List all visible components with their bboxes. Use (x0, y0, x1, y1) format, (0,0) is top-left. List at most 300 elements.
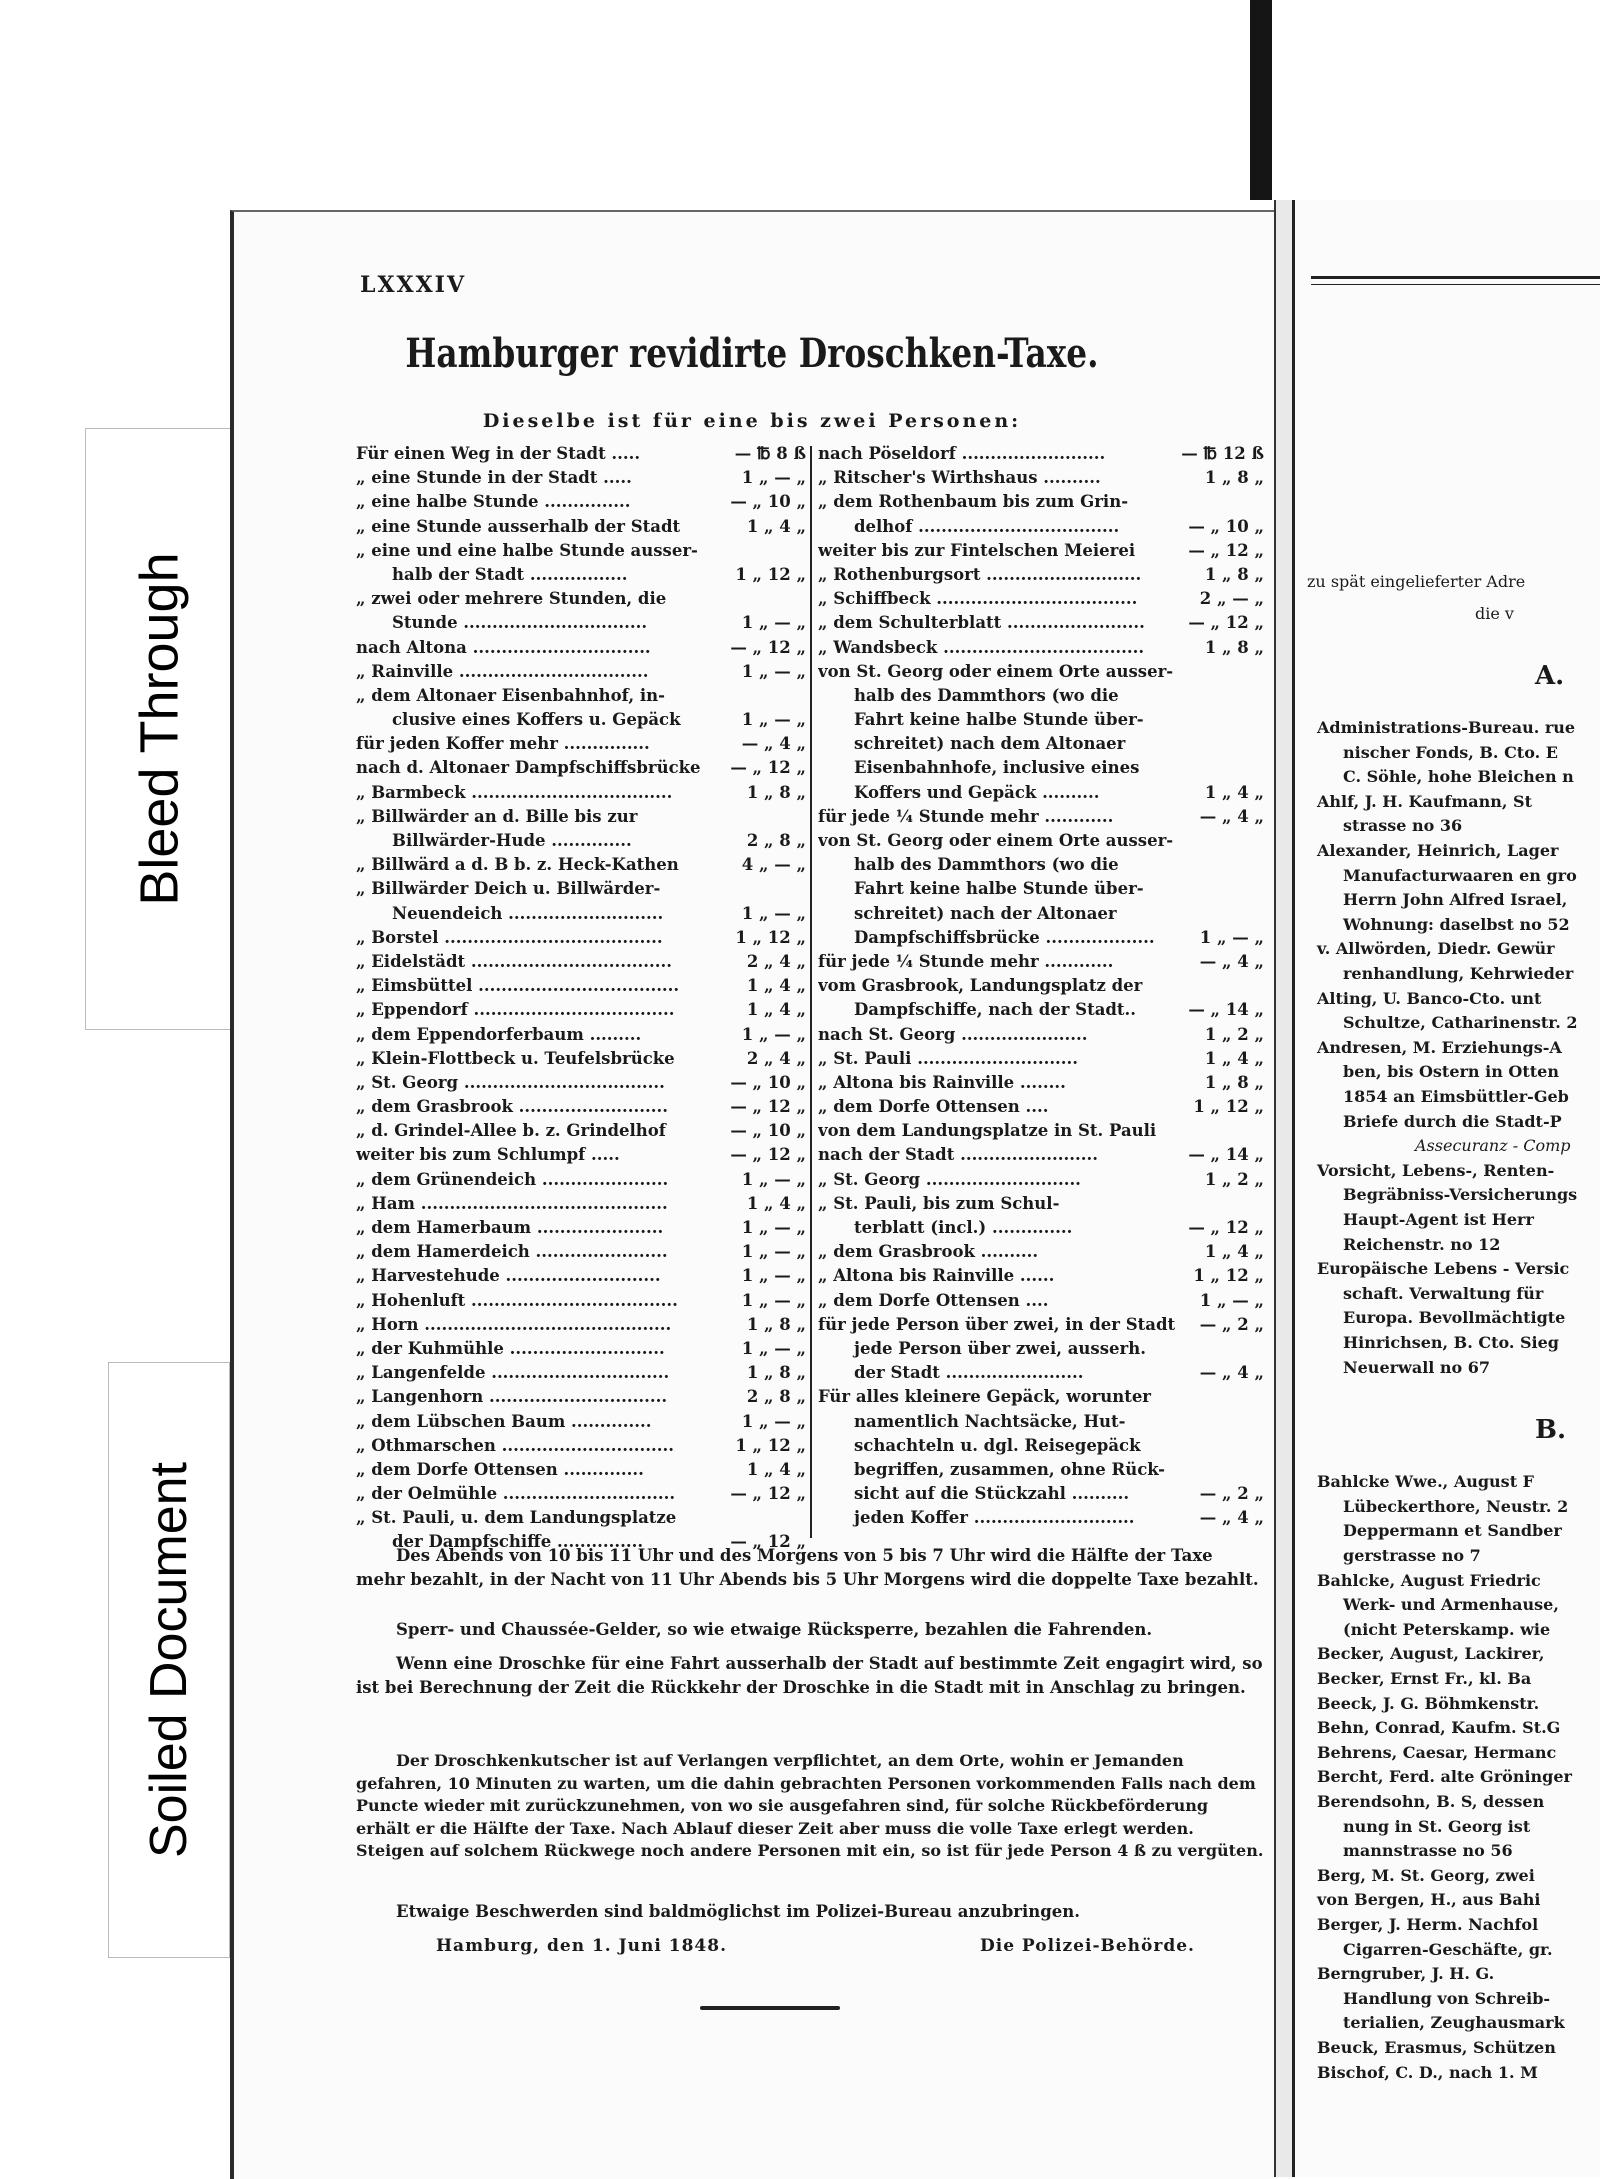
fare-row (818, 781, 1264, 805)
fare-destination: „ dem Dorfe Ottensen .... (818, 1097, 1049, 1117)
paragraph-complaints: Etwaige Beschwerden sind baldmöglichst im Polizei-Bureau anzubringen. (396, 1902, 1081, 1921)
fare-row (356, 708, 806, 732)
page-subtitle: Dieselbe ist für eine bis zwei Personen: (482, 410, 1022, 432)
directory-line: 1854 an Eimsbüttler-Geb (1343, 1087, 1569, 1106)
fare-destination: für jede ¼ Stunde mehr ............ (818, 951, 1114, 971)
fare-row (356, 1482, 806, 1506)
directory-line: Manufacturwaaren en gro (1343, 865, 1577, 885)
fare-destination: „ St. Pauli ............................ (818, 1048, 1079, 1068)
fare-row (818, 877, 1264, 901)
fare-destination: „ Langenhorn ............................... (356, 1387, 668, 1407)
fare-destination: „ eine Stunde ausserhalb der Stadt (356, 516, 681, 536)
fare-destination: „ dem Rothenbaum bis zum Grin- (818, 492, 1129, 512)
fare-destination: „ der Kuhmühle ........................... (356, 1338, 665, 1358)
fare-row (818, 539, 1264, 563)
column-divider (810, 446, 812, 1538)
fare-destination: vom Grasbrook, Landungsplatz der (818, 976, 1143, 996)
fare-row (818, 1289, 1264, 1313)
fare-price (1258, 1385, 1264, 1409)
fare-destination: weiter bis zum Schlumpf ..... (356, 1145, 620, 1165)
fare-destination: „ eine Stunde in der Stadt ..... (356, 468, 632, 488)
fare-row (356, 1168, 806, 1192)
binding-strip (1250, 0, 1272, 200)
fare-price: 2 „ 4 „ (746, 951, 806, 971)
fare-row (356, 926, 806, 950)
fare-price: 1 „ 8 „ (746, 782, 806, 802)
directory-line: gerstrasse no 7 (1343, 1546, 1481, 1565)
fare-destination: „ Barmbeck ................................... (356, 782, 673, 802)
fare-price: — „ 12 „ (730, 1145, 806, 1165)
fare-price: — „ 12 „ (730, 1532, 806, 1552)
directory-line: Administrations-Bureau. rue (1317, 718, 1576, 737)
fare-row (818, 1095, 1264, 1119)
fare-row (356, 1240, 806, 1264)
directory-line: Herrn John Alfred Israel, (1343, 890, 1568, 910)
fare-destination: jeden Koffer ............................ (854, 1508, 1135, 1528)
fare-price (1258, 1434, 1264, 1458)
fare-row (818, 611, 1264, 635)
fare-destination: halb des Dammthors (wo die (854, 855, 1119, 875)
fare-row (818, 1410, 1264, 1434)
fare-row (356, 853, 806, 877)
fare-row (356, 756, 806, 780)
fare-price (1258, 829, 1264, 853)
fare-destination: jede Person über zwei, ausserh. (854, 1338, 1146, 1358)
directory-line: Berngruber, J. H. G. (1317, 1964, 1495, 1984)
fare-price: 1 „ 12 „ (735, 564, 806, 584)
fare-price: — „ 4 „ (1199, 951, 1264, 971)
fare-destination: „ Billwärd a d. B b. z. Heck-Kathen (356, 855, 679, 875)
fare-price: 1 „ 4 „ (1204, 1242, 1264, 1262)
fare-row (356, 1192, 806, 1216)
fare-row (356, 805, 806, 829)
fare-price: — „ 10 „ (730, 1121, 806, 1141)
fare-row (356, 1289, 806, 1313)
fare-destination: „ Ham ........................................... (356, 1193, 668, 1213)
fare-price: 2 „ 8 „ (746, 831, 806, 850)
directory-line: Bahlcke Wwe., August F (1317, 1472, 1535, 1492)
fare-row (356, 1361, 806, 1385)
directory-line: ben, bis Ostern in Otten (1343, 1062, 1559, 1082)
fare-row (818, 636, 1264, 660)
fare-price: — „ 12 „ (1188, 613, 1264, 633)
directory-letter-heading: B. (1535, 1415, 1567, 1446)
fare-row (818, 756, 1264, 780)
fare-row (818, 1482, 1264, 1506)
directory-line: Handlung von Schreib- (1343, 1988, 1551, 2008)
fare-destination: Billwärder-Hude .............. (392, 831, 632, 850)
fare-row (356, 1410, 806, 1434)
directory-line: Becker, August, Lackirer, (1317, 1644, 1545, 1664)
fare-price: 1 „ — „ (741, 710, 806, 730)
fare-destination: „ Rainville ................................. (356, 661, 649, 681)
fare-price: 1 „ — „ (741, 468, 806, 488)
ornamental-rule (700, 2006, 840, 2010)
fare-destination: für jede ¼ Stunde mehr ............ (818, 806, 1114, 826)
fare-price: 1 „ 4 „ (746, 1000, 806, 1020)
fare-destination: „ dem Altonaer Eisenbahnhof, in- (356, 685, 665, 705)
place-date: Hamburg, den 1. Juni 1848. (436, 1936, 728, 1956)
fare-price: 1 „ — „ (1199, 927, 1264, 947)
fare-destination: „ Altona bis Rainville ...... (818, 1266, 1055, 1286)
fare-destination: Koffers und Gepäck .......... (854, 782, 1100, 802)
directory-line: Briefe durch die Stadt-P (1343, 1111, 1562, 1131)
fare-row (818, 660, 1264, 684)
fare-destination: halb der Stadt ................. (392, 564, 628, 584)
fare-destination: namentlich Nachtsäcke, Hut- (854, 1411, 1126, 1431)
fare-price (800, 539, 806, 563)
paragraph-tolls: Sperr- und Chaussée-Gelder, so wie etwaige Rücksperre, bezahlen die Fahrenden. (396, 1620, 1153, 1639)
fare-row (818, 1047, 1264, 1071)
fare-row (818, 732, 1264, 756)
fare-row (818, 902, 1264, 926)
fare-row (356, 1458, 806, 1482)
directory-line: Europäische Lebens - Versic (1317, 1259, 1570, 1279)
directory-line: Deppermann et Sandber (1343, 1521, 1562, 1541)
fare-price: 1 „ 8 „ (1204, 564, 1264, 584)
fare-destination: „ dem Eppendorferbaum ......... (356, 1024, 642, 1044)
fare-row (818, 1337, 1264, 1361)
directory-line: nung in St. Georg ist (1343, 1816, 1531, 1836)
issuing-authority: Die Polizei-Behörde. (980, 1936, 1195, 1956)
fare-destination: „ Horn ........................................... (356, 1314, 672, 1334)
directory-line: Berger, J. Herm. Nachfol (1317, 1915, 1539, 1934)
fare-price (1258, 1337, 1264, 1361)
fare-price (800, 587, 806, 611)
fare-price: — „ 4 „ (741, 734, 806, 754)
fare-row (356, 515, 806, 539)
fare-price: — „ 14 „ (1188, 1145, 1264, 1165)
fare-price: 1 „ 4 „ (1204, 1048, 1264, 1068)
fare-destination: „ Harvestehude ........................... (356, 1266, 661, 1286)
fare-price (1258, 684, 1264, 708)
fare-price: — „ 12 „ (1188, 540, 1264, 560)
fare-row (356, 877, 806, 901)
fare-destination: „ der Oelmühle .............................. (356, 1484, 676, 1504)
fare-row (356, 1264, 806, 1288)
fare-destination: „ dem Grünendeich ...................... (356, 1169, 669, 1189)
fare-price (1258, 877, 1264, 901)
directory-line: Cigarren-Geschäfte, gr. (1343, 1939, 1553, 1959)
fare-price: — „ 2 „ (1199, 1484, 1264, 1504)
fare-destination: Dampfschiffsbrücke ................... (854, 927, 1155, 947)
fare-row (356, 1385, 806, 1409)
fare-row (818, 1023, 1264, 1047)
fare-row (356, 1047, 806, 1071)
fare-row (356, 974, 806, 998)
directory-line: Beuck, Erasmus, Schützen (1317, 2038, 1556, 2057)
fare-row (818, 515, 1264, 539)
directory-line: Alexander, Heinrich, Lager (1317, 841, 1559, 860)
fare-destination: Neuendeich ........................... (392, 903, 664, 923)
fare-destination: Für alles kleinere Gepäck, worunter (818, 1387, 1152, 1407)
fare-row (356, 781, 806, 805)
fare-row (818, 1458, 1264, 1482)
fare-row (818, 1143, 1264, 1167)
fare-row (356, 442, 806, 466)
fare-destination: „ eine halbe Stunde ............... (356, 492, 631, 512)
fare-destination: „ Eimsbüttel ................................... (356, 976, 680, 996)
directory-line: die v (1475, 604, 1514, 623)
fare-row (356, 1337, 806, 1361)
directory-line: Bischof, C. D., nach 1. M (1317, 2062, 1538, 2082)
fare-destination: „ zwei oder mehrere Stunden, die (356, 589, 667, 609)
fare-row (818, 587, 1264, 611)
fare-destination: nach d. Altonaer Dampfschiffsbrücke (356, 758, 701, 778)
directory-line: Bercht, Ferd. alte Gröninger (1317, 1767, 1572, 1787)
fare-price (800, 877, 806, 901)
directory-line: nischer Fonds, B. Cto. E (1343, 742, 1558, 762)
directory-line: Haupt-Agent ist Herr (1343, 1210, 1534, 1229)
page-number: LXXXIV (360, 272, 467, 298)
fare-price: 1 „ — „ (741, 1218, 806, 1237)
fare-row (818, 805, 1264, 829)
fare-row (356, 732, 806, 756)
directory-line: Alting, U. Banco-Cto. unt (1317, 988, 1542, 1008)
directory-line: Lübeckerthore, Neustr. 2 (1343, 1496, 1569, 1516)
fare-destination: „ dem Grasbrook .......................... (356, 1097, 669, 1117)
fare-price (1258, 1192, 1264, 1216)
fare-price: — ℔ 8 ß (734, 444, 806, 463)
fare-price: 1 „ 4 „ (746, 976, 806, 996)
fare-price: — ℔ 12 ß (1181, 444, 1264, 463)
fare-destination: „ Othmarschen .............................. (356, 1435, 674, 1455)
fare-price (800, 1506, 806, 1530)
fare-row (818, 442, 1264, 466)
fare-destination: nach Altona ............................... (356, 637, 651, 657)
fare-price: 1 „ 12 „ (735, 1435, 806, 1455)
directory-line: v. Allwörden, Diedr. Gewür (1317, 939, 1555, 959)
directory-line: Hinrichsen, B. Cto. Sieg (1343, 1333, 1559, 1352)
bleed-through-label: Bleed Through (85, 428, 235, 1030)
fare-destination: „ Ritscher's Wirthshaus .......... (818, 468, 1101, 488)
directory-line: Bahlcke, August Friedric (1317, 1570, 1541, 1590)
fare-destination: der Stadt ........................ (854, 1363, 1084, 1383)
directory-line: Assecuranz - Comp (1415, 1136, 1571, 1156)
fare-price: 1 „ — „ (741, 1169, 806, 1189)
fare-destination: von St. Georg oder einem Orte ausser- (818, 831, 1174, 850)
fare-price: 1 „ 12 „ (735, 927, 806, 947)
fare-destination: „ Klein-Flottbeck u. Teufelsbrücke (356, 1048, 675, 1068)
directory-line: Schultze, Catharinenstr. 2 (1343, 1013, 1578, 1033)
fare-price (800, 805, 806, 829)
fare-row (818, 1168, 1264, 1192)
fare-destination: Für einen Weg in der Stadt ..... (356, 444, 641, 463)
fare-destination: „ Langenfelde ............................... (356, 1363, 670, 1383)
directory-line: terialien, Zeughausmark (1343, 2013, 1565, 2033)
fare-destination: halb des Dammthors (wo die (854, 685, 1119, 705)
fare-price: 1 „ 4 „ (746, 516, 806, 536)
fare-price: 1 „ — „ (741, 1242, 806, 1262)
fare-price: 1 „ — „ (741, 1266, 806, 1286)
right-page-top-rule (1311, 276, 1600, 279)
directory-letter-heading: A. (1535, 661, 1565, 691)
fare-destination: „ dem Dorfe Ottensen .............. (356, 1459, 644, 1479)
fare-row (356, 1506, 806, 1530)
fare-destination: schreitet) nach dem Altonaer (854, 734, 1126, 754)
fare-price: 1 „ 8 „ (1204, 468, 1264, 488)
fare-price: 1 „ 8 „ (746, 1314, 806, 1334)
fare-destination: „ St. Georg ........................... (818, 1169, 1081, 1189)
fare-destination: „ St. Pauli, bis zum Schul- (818, 1193, 1060, 1213)
fare-price: — „ 4 „ (1199, 806, 1264, 826)
fare-destination: „ Billwärder an d. Bille bis zur (356, 806, 638, 826)
fare-row (818, 829, 1264, 853)
fare-destination: delhof ................................... (854, 516, 1120, 536)
fare-row (356, 466, 806, 490)
fare-row (356, 1119, 806, 1143)
fare-price: — „ 12 „ (730, 1097, 806, 1117)
fare-price (1258, 974, 1264, 998)
fare-row (818, 926, 1264, 950)
fare-price (1258, 1119, 1264, 1143)
directory-line: Ahlf, J. H. Kaufmann, St (1317, 791, 1532, 811)
fare-destination: „ dem Hamerbaum ...................... (356, 1218, 664, 1237)
fare-row (356, 1216, 806, 1240)
fare-destination: schachteln u. dgl. Reisegepäck (854, 1435, 1141, 1455)
fare-price (1258, 490, 1264, 514)
fare-price: 1 „ — „ (741, 1290, 806, 1310)
directory-line: (nicht Peterskamp. wie (1343, 1619, 1551, 1639)
fare-destination: „ Eppendorf ................................... (356, 1000, 675, 1020)
fare-price: 1 „ — „ (741, 1411, 806, 1431)
fare-price: 1 „ — „ (741, 613, 806, 633)
fare-row (356, 902, 806, 926)
fare-price: 1 „ — „ (741, 1338, 806, 1358)
fare-destination: nach St. Georg ...................... (818, 1024, 1088, 1044)
directory-line: schaft. Verwaltung für (1343, 1283, 1544, 1303)
fare-row (356, 684, 806, 708)
directory-line: zu spät eingelieferter Adre (1307, 572, 1526, 591)
fare-destination: weiter bis zur Fintelschen Meierei (818, 540, 1136, 560)
fare-destination: für jede Person über zwei, in der Stadt (818, 1314, 1176, 1334)
fare-destination: „ dem Schulterblatt ........................ (818, 613, 1145, 633)
fare-row (356, 998, 806, 1022)
fare-destination: „ St. Pauli, u. dem Landungsplatze (356, 1508, 677, 1528)
directory-line: Behn, Conrad, Kaufm. St.G (1317, 1718, 1561, 1738)
fare-destination: „ Rothenburgsort ........................... (818, 564, 1142, 584)
fare-price (1258, 1410, 1264, 1434)
fare-destination: begriffen, zusammen, ohne Rück- (854, 1459, 1165, 1479)
fare-destination: „ Schiffbeck ................................... (818, 589, 1138, 609)
fare-row (818, 974, 1264, 998)
fare-row (818, 1264, 1264, 1288)
fare-price: 1 „ — „ (741, 903, 806, 923)
fare-destination: „ Eidelstädt ................................... (356, 951, 672, 971)
fare-price (1258, 1458, 1264, 1482)
directory-line: mannstrasse no 56 (1343, 1841, 1513, 1861)
fare-row (818, 998, 1264, 1022)
directory-line: Werk- und Armenhause, (1343, 1595, 1559, 1615)
fare-price (800, 684, 806, 708)
fare-row (818, 1434, 1264, 1458)
fare-row (818, 466, 1264, 490)
fare-row (356, 950, 806, 974)
fare-price (1258, 756, 1264, 780)
fare-row (356, 587, 806, 611)
fare-destination: schreitet) nach der Altonaer (854, 903, 1117, 923)
fare-row (356, 1071, 806, 1095)
paragraph-night-rates: Des Abends von 10 bis 11 Uhr und des Morgens von 5 bis 7 Uhr wird die Hälfte der Taxe mehr bezahlt, in der Nacht von 11 Uhr Abends bis 5 Uhr Morgens wird die doppelte Taxe bezahlt. (356, 1546, 1259, 1589)
fare-price (1258, 660, 1264, 684)
fare-price: — „ 4 „ (1199, 1508, 1264, 1528)
fare-price: 1 „ 12 „ (1193, 1097, 1264, 1117)
directory-line: Andresen, M. Erziehungs-A (1317, 1037, 1562, 1057)
right-fare-column (818, 442, 1264, 1530)
fare-destination: „ d. Grindel-Allee b. z. Grindelhof (356, 1121, 666, 1141)
fare-destination: „ dem Dorfe Ottensen .... (818, 1290, 1049, 1310)
fare-row (818, 950, 1264, 974)
left-fare-column (356, 442, 806, 1555)
fare-price: 1 „ 2 „ (1204, 1169, 1264, 1189)
fare-destination: „ Wandsbeck ................................... (818, 637, 1145, 657)
fare-price: 2 „ — „ (1199, 589, 1264, 609)
fare-destination: clusive eines Koffers u. Gepäck (392, 710, 681, 730)
soiled-document-label: Soiled Document (108, 1362, 230, 1958)
fare-price: — „ 12 „ (730, 637, 806, 657)
fare-destination: Eisenbahnhofe, inclusive eines (854, 758, 1140, 778)
fare-price: — „ 10 „ (730, 1072, 806, 1092)
fare-price: 1 „ — „ (741, 661, 806, 681)
page-gutter (1274, 200, 1292, 2177)
fare-price (1258, 732, 1264, 756)
fare-destination: sicht auf die Stückzahl .......... (854, 1484, 1130, 1504)
fare-row (818, 1506, 1264, 1530)
fare-row (356, 660, 806, 684)
directory-line: Vorsicht, Lebens-, Renten- (1317, 1160, 1555, 1180)
fare-row (818, 1240, 1264, 1264)
fare-row (356, 490, 806, 514)
fare-price: 4 „ — „ (741, 855, 806, 875)
fare-destination: Fahrt keine halbe Stunde über- (854, 710, 1144, 730)
fare-destination: „ dem Grasbrook .......... (818, 1242, 1039, 1262)
fare-row (818, 853, 1264, 877)
fare-row (818, 708, 1264, 732)
fare-destination: Fahrt keine halbe Stunde über- (854, 879, 1144, 899)
page-title: Hamburger revidirte Droschken-Taxe. (405, 330, 1099, 377)
directory-line: Europa. Bevollmächtigte (1343, 1308, 1566, 1328)
fare-destination: terblatt (incl.) .............. (854, 1218, 1073, 1237)
fare-row (818, 1071, 1264, 1095)
fare-price: 1 „ 4 „ (746, 1459, 806, 1479)
fare-price: 1 „ — „ (1199, 1290, 1264, 1310)
fare-price (1258, 708, 1264, 732)
fare-destination: „ Borstel ...................................... (356, 927, 663, 947)
right-page (1292, 200, 1600, 2177)
fare-destination: Dampfschiffe, nach der Stadt.. (854, 1000, 1137, 1020)
fare-destination: nach Pöseldorf ......................... (818, 444, 1106, 463)
fare-price: 1 „ 2 „ (1204, 1024, 1264, 1044)
directory-line: C. Söhle, hohe Bleichen n (1343, 767, 1574, 787)
fare-destination: „ Billwärder Deich u. Billwärder- (356, 879, 661, 899)
fare-price: — „ 12 „ (730, 758, 806, 778)
fare-row (818, 1361, 1264, 1385)
fare-price: — „ 2 „ (1199, 1314, 1264, 1334)
fare-row (818, 490, 1264, 514)
fare-destination: „ dem Lübschen Baum .............. (356, 1411, 652, 1431)
fare-row (356, 1023, 806, 1047)
fare-row (356, 611, 806, 635)
fare-destination: von dem Landungsplatze in St. Pauli (818, 1121, 1157, 1141)
fare-row (356, 829, 806, 853)
fare-price: 1 „ 8 „ (1204, 1072, 1264, 1092)
fare-destination: der Dampfschiffe ............... (392, 1532, 644, 1552)
fare-destination: „ dem Hamerdeich ....................... (356, 1242, 668, 1262)
fare-price: 1 „ 8 „ (1204, 637, 1264, 657)
fare-row (356, 1434, 806, 1458)
directory-line: Reichenstr. no 12 (1343, 1234, 1501, 1254)
fare-destination: „ Hohenluft .................................... (356, 1290, 678, 1310)
